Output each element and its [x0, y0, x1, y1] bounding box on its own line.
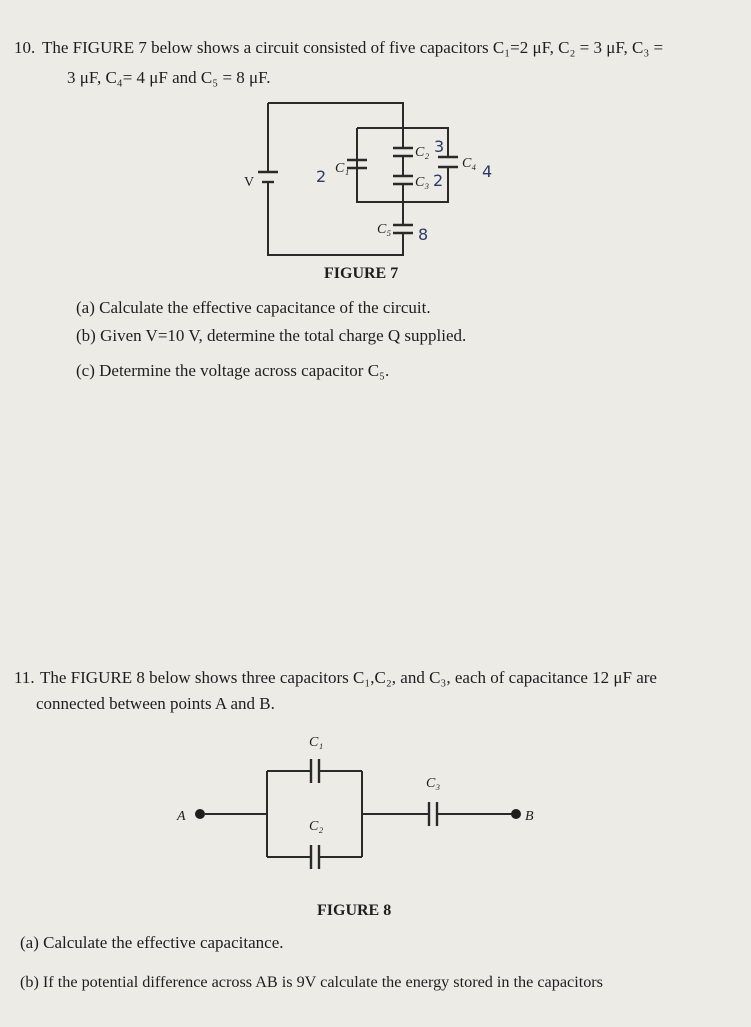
fig8-point-a-dot — [195, 809, 205, 819]
fig8-point-b-dot — [511, 809, 521, 819]
fig7-c5-handwritten: 8 — [418, 225, 429, 244]
fig8-c1-label: C₁ — [309, 735, 324, 750]
q11-text-line2: connected between points A and B. — [36, 694, 275, 713]
q11-part-b: (b) If the potential difference across AB is 9V calculate the energy stored in the capacitors — [20, 973, 603, 991]
q10-part-c: (c) Determine the voltage across capacitor C₅. — [76, 361, 390, 380]
fig7-c1-handwritten: 2 — [316, 167, 327, 186]
fig7-c4-handwritten: 4 — [482, 162, 493, 181]
fig7-c3-label: C₃ — [415, 175, 430, 190]
fig7-c1-label: C₁ — [335, 161, 350, 176]
fig7-source-label: V — [244, 175, 255, 190]
q11-number: 11. — [14, 668, 35, 687]
figure7-caption: FIGURE 7 — [324, 265, 399, 282]
fig7-c5-label: C₅ — [377, 222, 392, 237]
q11-part-a: (a) Calculate the effective capacitance. — [20, 933, 284, 952]
fig8-point-b-label: B — [525, 809, 534, 824]
q10-part-a: (a) Calculate the effective capacitance of the circuit. — [76, 298, 431, 317]
fig8-point-a-label: A — [177, 809, 186, 824]
q10-number: 10. — [14, 38, 36, 57]
q10-part-b: (b) Given V=10 V, determine the total charge Q supplied. — [76, 326, 467, 345]
fig7-c3-handwritten: 2 — [433, 171, 444, 190]
fig8-c3-label: C₃ — [426, 776, 441, 791]
q11-text-line1: The FIGURE 8 below shows three capacitors C₁,C₂, and C₃, each of capacitance 12 μF are — [40, 668, 657, 687]
fig7-c2-handwritten: 3 — [434, 137, 445, 156]
fig7-c2-label: C₂ — [415, 145, 430, 160]
q10-text-line1: The FIGURE 7 below shows a circuit consisted of five capacitors C₁=2 μF, C₂ = 3 μF, C₃ = — [42, 38, 664, 57]
fig8-c2-label: C₂ — [309, 819, 324, 834]
q10-text-line2: 3 μF, C₄= 4 μF and C₅ = 8 μF. — [67, 68, 271, 87]
figure8-caption: FIGURE 8 — [317, 902, 392, 919]
fig7-c4-label: C₄ — [462, 156, 477, 171]
